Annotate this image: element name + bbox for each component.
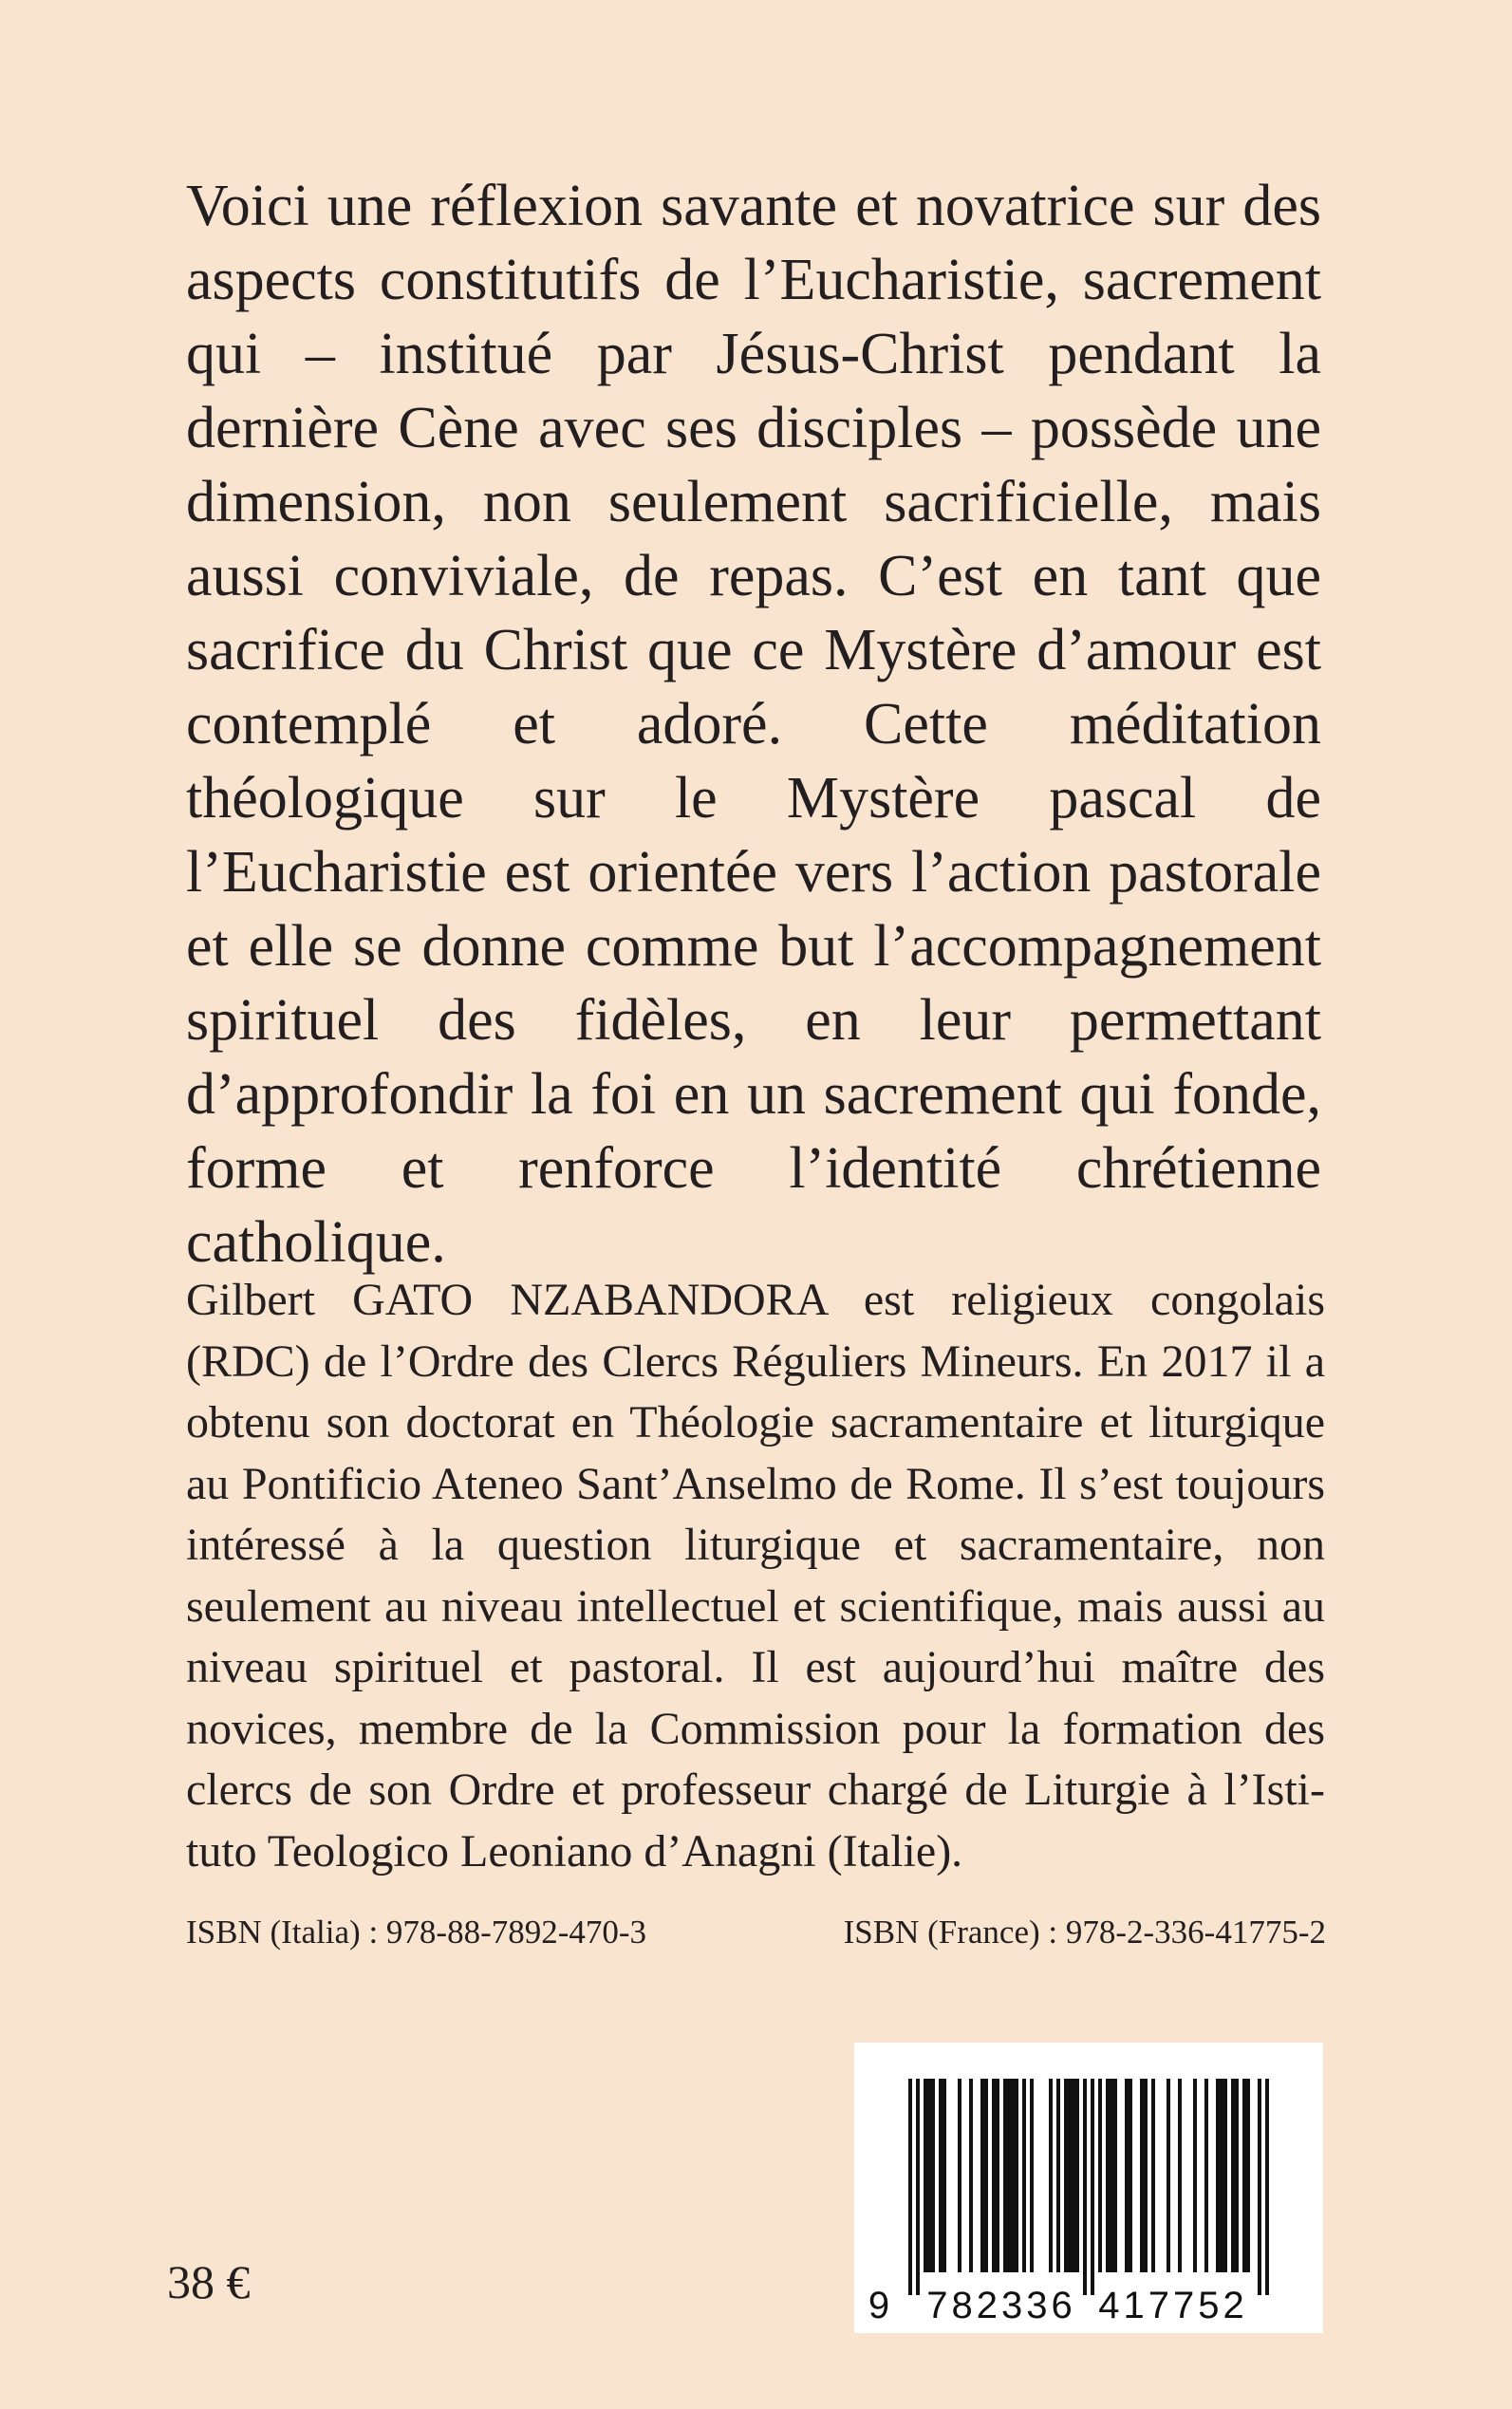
barcode-bar [1178,2079,1182,2272]
barcode-bar [1098,2079,1102,2272]
barcode-bar [1140,2079,1148,2272]
barcode-guard-bar [908,2079,912,2295]
book-blurb: Voici une réflexion savante et novatrice sur des aspects constitutifs de l’Eucharistie, sacrement qui – institué par Jésus-Christ pendant la dernière Cène avec ses disciples – possède une dimension, non seulement sacrificielle, mais aussi conviviale, de repas. C’est en tant que sacrifice du Christ que ce Mystère d’amour est contemplé et adoré. Cette méditation théologique sur le Mystère pascal de l’Eucharistie est orientée vers l’action pastorale et elle se donne comme but l’accompagnement spirituel des fidèles, en leur permettant d’approfondir la foi en un sacrement qui fonde, forme et renforce l’identité chrétienne catholique. [186,174,1321,1275]
isbn-france: ISBN (France) : 978-2-336-41775-2 [843,1914,1326,1951]
barcode-bar [924,2079,935,2272]
barcode-guard-bar [1083,2079,1087,2295]
barcode-bar [1056,2079,1060,2272]
barcode-bar [1022,2079,1026,2272]
barcode-guard-bar [1091,2079,1094,2295]
barcode-bar [958,2079,961,2272]
barcode-bar [1064,2079,1079,2272]
price: 38 € [167,2255,251,2308]
barcode-bar [1030,2079,1034,2272]
barcode-bar [939,2079,946,2272]
barcode-left-digits: 782336 [926,2285,1076,2326]
barcode-bar [1003,2079,1018,2272]
barcode-bar [992,2079,999,2272]
barcode-guard-bar [1265,2079,1269,2295]
barcode-graphic [854,2043,1323,2333]
barcode [854,2043,1323,2333]
barcode-bar [980,2079,988,2272]
barcode-bars [908,2079,1269,2295]
barcode-bar [1106,2079,1117,2272]
barcode-guard-bar [1258,2079,1261,2295]
barcode-bar [1204,2079,1208,2272]
barcode-bar [1125,2079,1132,2272]
barcode-bar [1193,2079,1197,2272]
barcode-bar [1216,2079,1227,2272]
barcode-bar [1151,2079,1155,2272]
barcode-right-digits: 417752 [1098,2285,1248,2326]
barcode-bar [1049,2079,1053,2272]
isbn-italia: ISBN (Italia) : 978-88-7892-470-3 [186,1914,647,1951]
barcode-bar [969,2079,973,2272]
barcode-bar [1231,2079,1239,2272]
barcode-lead-digit: 9 [868,2285,890,2326]
barcode-bar [1167,2079,1170,2272]
author-bio: Gilbert GATO NZABANDORA est religieux congolais (RDC) de l’Ordre des Clercs Réguliers Mineurs. En 2017 il a obtenu son doctorat en Théologie sacramentaire et liturgique au Pontificio Ateneo Sant’Anselmo de Rome. Il s’est toujours intéressé à la question liturgique et sacramentaire, non seulement au niveau intellectuel et scientifique, mais aussi au niveau spirituel et pastoral. Il est aujourd’hui maître des novices, membre de la Commission pour la formation des clercs de son Ordre et professeur chargé de Liturgie à l’Istituto Teologico Leoniano d’Anagni (Italie). [186,1275,1325,1877]
barcode-guard-bar [916,2079,920,2295]
barcode-bar [1242,2079,1250,2272]
